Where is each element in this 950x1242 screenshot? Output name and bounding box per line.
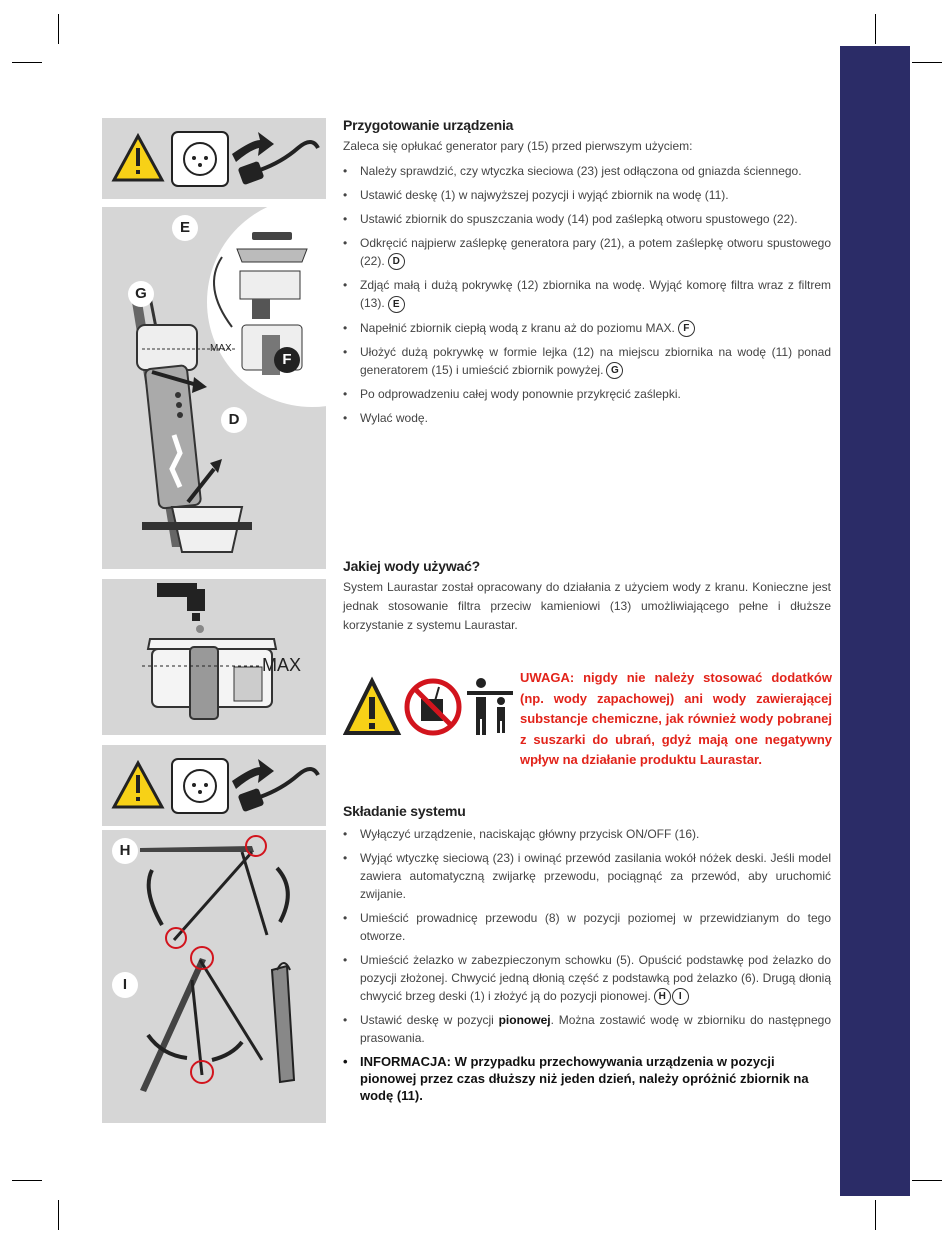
list-item: • Umieścić prowadnicę przewodu (8) w pozycji poziomej w przewidzianym do tego otworze.: [343, 909, 831, 945]
list-item: • Odkręcić najpierw zaślepkę generatora pary (21), a potem zaślepkę otworu spustowego (22). D: [343, 234, 831, 270]
drain-panel: [102, 207, 326, 569]
label-f: F: [274, 347, 300, 373]
ref-badge: I: [672, 988, 689, 1005]
ref-badge: F: [678, 320, 695, 337]
info-list: [343, 1053, 831, 1104]
list-item: • Wylać wodę.: [343, 409, 831, 427]
crop-mark: [58, 1200, 59, 1230]
side-tab: [840, 46, 910, 1196]
list-item: • Napełnić zbiornik ciepłą wodą z kranu aż do poziomu MAX. F: [343, 319, 831, 337]
plug-icon: [238, 161, 265, 185]
crop-mark: [912, 1180, 942, 1181]
drain-illustration: [102, 207, 326, 569]
list-item: • Ustawić deskę (1) w najwyższej pozycji i wyjąć zbiornik na wodę (11).: [343, 186, 831, 204]
crop-mark: [58, 14, 59, 44]
section-title: Składanie systemu: [343, 803, 466, 819]
arrow-icon: [232, 132, 274, 162]
section-fold: [343, 803, 831, 1110]
fold-list: [343, 825, 831, 1047]
list-item: • Ustawić zbiornik do spuszczania wody (14) pod zaślepką otworu spustowego (22).: [343, 210, 831, 228]
intro-text: Zaleca się opłukać generator pary (15) przed pierwszym użyciem:: [343, 139, 693, 153]
label-max-2: MAX: [262, 655, 302, 675]
section-title: Przygotowanie urządzenia: [343, 117, 514, 133]
list-item: • Ustawić deskę w pozycji pionowej. Można zostawić wodę w zbiorniku do następnego prasowania.: [343, 1011, 831, 1047]
list-item: • Zdjąć małą i dużą pokrywkę (12) zbiornika na wodę. Wyjąć komorę filtra wraz z filtrem (13). E: [343, 276, 831, 312]
label-d: D: [221, 407, 247, 433]
ref-badge: D: [388, 253, 405, 270]
crop-mark: [12, 62, 42, 63]
arrow-icon: [232, 759, 274, 789]
label-max-1: MAX: [210, 343, 232, 354]
info-text: • INFORMACJA: W przypadku przechowywania urządzenia w pozycji pionowej przez czas dłuższy niż jeden dzień, należy opróżnić zbiornik na wodę (11).: [343, 1053, 831, 1104]
section-water: [343, 558, 831, 641]
ref-badge: G: [606, 362, 623, 379]
list-item: • Wyłączyć urządzenie, naciskając główny przycisk ON/OFF (16).: [343, 825, 831, 843]
unplug-illustration-2: [102, 745, 326, 826]
warning-icons: [343, 675, 518, 737]
list-item: • Umieścić żelazko w zabezpieczonym schowku (5). Opuścić podstawkę pod żelazko do pozycji złożonej. Chwycić jedną dłonią część z podstawką pod żelazko (6). Drugą dłonią chwycić brzeg deski (1) i złożyć ją do pozycji pionowej. H I: [343, 951, 831, 1005]
list-item: • Należy sprawdzić, czy wtyczka sieciowa (23) jest odłączona od gniazda ściennego.: [343, 162, 831, 180]
crop-mark: [875, 14, 876, 44]
children-icon: [467, 691, 513, 695]
crop-mark: [12, 1180, 42, 1181]
label-i: I: [112, 972, 138, 998]
label-e: E: [172, 215, 198, 241]
water-text: System Laurastar został opracowany do działania z użyciem wody z kranu. Konieczne jest jednak stosowanie filtra przeciw kamieniowi (13) umożliwiającego pełne i dłuższe korzystanie z systemu Laurastar.: [343, 580, 831, 632]
list-item: • Po odprowadzeniu całej wody ponownie przykręcić zaślepki.: [343, 385, 831, 403]
unplug-panel: [102, 118, 326, 199]
unplug-illustration: [102, 118, 326, 199]
label-g: G: [128, 281, 154, 307]
fold-panel: [102, 830, 326, 1123]
ref-badge: H: [654, 988, 671, 1005]
ref-badge: E: [388, 296, 405, 313]
section-title: Jakiej wody używać?: [343, 558, 481, 574]
plug-icon: [238, 788, 265, 812]
fill-panel: [102, 579, 326, 735]
unplug-panel-2: [102, 745, 326, 826]
warning-text: UWAGA: nigdy nie należy stosować dodatków (np. wody zapachowej) ani wody zawierającej substancje chemiczne, jak również wody pobranej z suszarki do ubrań, gdyż mają one negatywny wpływ na działanie produktu Laurastar.: [520, 670, 832, 767]
crop-mark: [875, 1200, 876, 1230]
prepare-list: [343, 162, 831, 427]
section-prepare: [343, 117, 831, 433]
crop-mark: [912, 62, 942, 63]
list-item: • Ułożyć dużą pokrywkę w formie lejka (12) na miejscu zbiornika na wodę (11) ponad generatorem (15) i umieścić zbiornik powyżej. G: [343, 343, 831, 379]
label-h: H: [112, 838, 138, 864]
socket-icon: [172, 759, 228, 813]
socket-icon: [172, 132, 228, 186]
list-item: • Wyjąć wtyczkę sieciową (23) i owinąć przewód zasilania wokół nóżek deski. Jeśli model zawiera automatyczną zwijarkę przewodu, pociągnąć za przewód, aby uruchomić zwijanie.: [343, 849, 831, 903]
